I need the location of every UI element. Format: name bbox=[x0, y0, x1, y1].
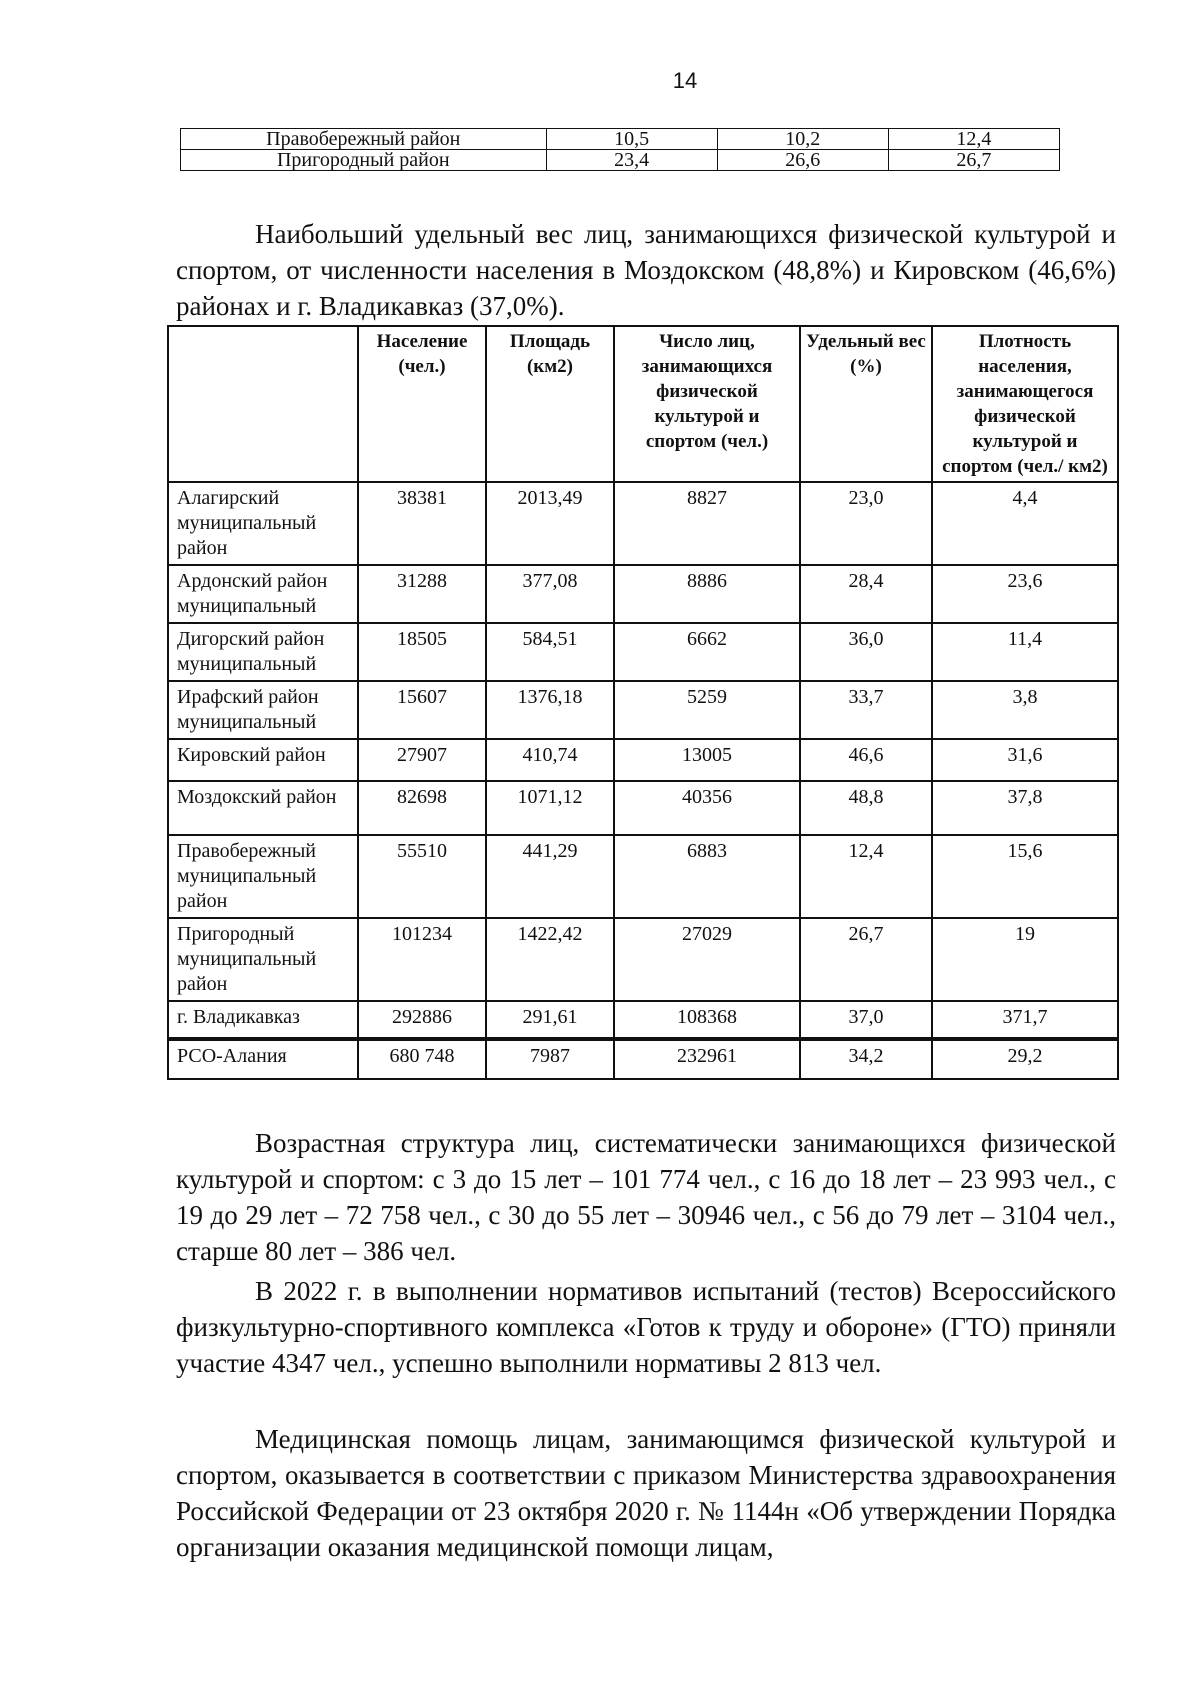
area-cell: 441,29 bbox=[486, 835, 614, 918]
paragraph-age-structure bbox=[176, 1125, 1116, 1269]
population-cell: 55510 bbox=[358, 835, 486, 918]
table-row bbox=[168, 482, 1118, 565]
column-header-share: Удельный вес (%) bbox=[800, 326, 932, 482]
table-row bbox=[181, 150, 1060, 171]
population-cell: 680 748 bbox=[358, 1039, 486, 1079]
count-cell: 40356 bbox=[614, 781, 800, 835]
count-cell: 232961 bbox=[614, 1039, 800, 1079]
area-cell: 584,51 bbox=[486, 623, 614, 681]
area-cell: 7987 bbox=[486, 1039, 614, 1079]
paragraph-text: Медицинская помощь лицам, занимающимся физической культурой и спортом, оказывается в соответствии с приказом Министерства здравоохранения Российской Федерации от 23 октября 2020 г. № 1144н «Об утверждении Порядка организации оказания медицинской помощи лицам, bbox=[176, 1424, 1116, 1562]
population-cell: 27907 bbox=[358, 739, 486, 781]
share-cell: 36,0 bbox=[800, 623, 932, 681]
table-cell: 10,2 bbox=[717, 129, 888, 150]
table-row bbox=[168, 781, 1118, 835]
share-cell: 28,4 bbox=[800, 565, 932, 623]
table-cell: 26,6 bbox=[717, 150, 888, 171]
table-row bbox=[181, 129, 1060, 150]
district-name: Пригородный район bbox=[181, 150, 547, 171]
density-cell: 19 bbox=[932, 918, 1118, 1001]
area-cell: 1376,18 bbox=[486, 681, 614, 739]
area-cell: 291,61 bbox=[486, 1001, 614, 1039]
continued-table bbox=[180, 128, 1060, 171]
table-row bbox=[168, 1001, 1118, 1039]
share-cell: 26,7 bbox=[800, 918, 932, 1001]
paragraph-largest-share bbox=[176, 216, 1116, 324]
district-name: Алагирский муниципальный район bbox=[168, 482, 358, 565]
paragraph-text: Возрастная структура лиц, систематически занимающихся физической культурой и спортом: с 3 до 15 лет – 101 774 чел., с 16 до 18 лет – 23 993 чел., с 19 до 29 лет – 72 758 чел., с 30 до 55 лет – 30946 чел., с 56 до 79 лет – 3104 чел., старше 80 лет – 386 чел. bbox=[176, 1128, 1116, 1266]
population-cell: 82698 bbox=[358, 781, 486, 835]
density-cell: 37,8 bbox=[932, 781, 1118, 835]
column-header-area: Площадь (км2) bbox=[486, 326, 614, 482]
population-cell: 18505 bbox=[358, 623, 486, 681]
density-cell: 23,6 bbox=[932, 565, 1118, 623]
population-cell: 38381 bbox=[358, 482, 486, 565]
page-number: 14 bbox=[672, 68, 698, 93]
district-name: Пригородный муниципальный район bbox=[168, 918, 358, 1001]
district-name: Моздокский район bbox=[168, 781, 358, 835]
district-name: Правобережный муниципальный район bbox=[168, 835, 358, 918]
table-cell: 26,7 bbox=[888, 150, 1059, 171]
district-name: Ардонский район муниципальный bbox=[168, 565, 358, 623]
density-cell: 29,2 bbox=[932, 1039, 1118, 1079]
density-cell: 4,4 bbox=[932, 482, 1118, 565]
count-cell: 13005 bbox=[614, 739, 800, 781]
share-cell: 34,2 bbox=[800, 1039, 932, 1079]
table-row bbox=[168, 835, 1118, 918]
density-cell: 3,8 bbox=[932, 681, 1118, 739]
density-cell: 15,6 bbox=[932, 835, 1118, 918]
share-cell: 33,7 bbox=[800, 681, 932, 739]
region-total-name: РСО-Алания bbox=[168, 1039, 358, 1079]
count-cell: 8827 bbox=[614, 482, 800, 565]
share-cell: 12,4 bbox=[800, 835, 932, 918]
population-cell: 292886 bbox=[358, 1001, 486, 1039]
count-cell: 27029 bbox=[614, 918, 800, 1001]
share-cell: 46,6 bbox=[800, 739, 932, 781]
table-cell: 23,4 bbox=[546, 150, 717, 171]
district-name: Ирафский район муниципальный bbox=[168, 681, 358, 739]
column-header-population: Население (чел.) bbox=[358, 326, 486, 482]
table-row bbox=[168, 623, 1118, 681]
density-cell: 31,6 bbox=[932, 739, 1118, 781]
area-cell: 1422,42 bbox=[486, 918, 614, 1001]
population-cell: 15607 bbox=[358, 681, 486, 739]
table-cell: 10,5 bbox=[546, 129, 717, 150]
population-cell: 31288 bbox=[358, 565, 486, 623]
table-row bbox=[168, 739, 1118, 781]
share-cell: 37,0 bbox=[800, 1001, 932, 1039]
area-cell: 410,74 bbox=[486, 739, 614, 781]
paragraph-text: Наибольший удельный вес лиц, занимающихся физической культурой и спортом, от численности населения в Моздокском (48,8%) и Кировском (46,6%) районах и г. Владикавказ (37,0%). bbox=[176, 219, 1116, 321]
count-cell: 5259 bbox=[614, 681, 800, 739]
table-cell: 12,4 bbox=[888, 129, 1059, 150]
column-header-density: Плотность населения, занимающегося физической культурой и спортом (чел./ км2) bbox=[932, 326, 1118, 482]
area-cell: 2013,49 bbox=[486, 482, 614, 565]
area-cell: 1071,12 bbox=[486, 781, 614, 835]
column-header-count: Число лиц, занимающихся физической культурой и спортом (чел.) bbox=[614, 326, 800, 482]
paragraph-medical-help bbox=[176, 1421, 1116, 1565]
count-cell: 6662 bbox=[614, 623, 800, 681]
paragraph-gto bbox=[176, 1273, 1116, 1381]
count-cell: 8886 bbox=[614, 565, 800, 623]
table-row bbox=[168, 918, 1118, 1001]
table-row bbox=[168, 565, 1118, 623]
table-row bbox=[168, 681, 1118, 739]
column-header bbox=[168, 326, 358, 482]
table-row-total bbox=[168, 1039, 1118, 1079]
sports-statistics-table bbox=[167, 325, 1119, 1080]
district-name: г. Владикавказ bbox=[168, 1001, 358, 1039]
density-cell: 11,4 bbox=[932, 623, 1118, 681]
share-cell: 23,0 bbox=[800, 482, 932, 565]
table-header-row bbox=[168, 326, 1118, 482]
share-cell: 48,8 bbox=[800, 781, 932, 835]
area-cell: 377,08 bbox=[486, 565, 614, 623]
district-name: Дигорский район муниципальный bbox=[168, 623, 358, 681]
count-cell: 6883 bbox=[614, 835, 800, 918]
count-cell: 108368 bbox=[614, 1001, 800, 1039]
district-name: Правобережный район bbox=[181, 129, 547, 150]
district-name: Кировский район bbox=[168, 739, 358, 781]
paragraph-text: В 2022 г. в выполнении нормативов испытаний (тестов) Всероссийского физкультурно-спортивного комплекса «Готов к труду и обороне» (ГТО) приняли участие 4347 чел., успешно выполнили нормативы 2 813 чел. bbox=[176, 1276, 1116, 1378]
population-cell: 101234 bbox=[358, 918, 486, 1001]
density-cell: 371,7 bbox=[932, 1001, 1118, 1039]
